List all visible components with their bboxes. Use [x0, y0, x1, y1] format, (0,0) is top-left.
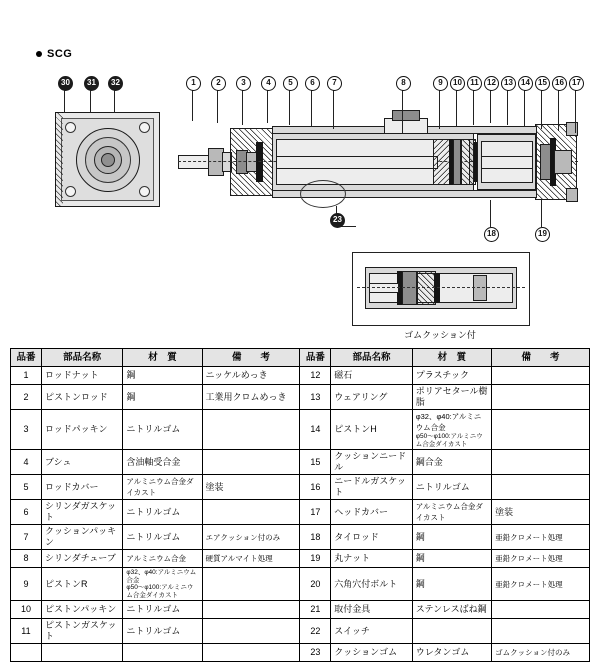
th-no-right: 品番	[300, 349, 331, 367]
callout-7: 7	[327, 76, 342, 91]
cell-remark: ニッケルめっき	[202, 367, 300, 385]
bolt-hole	[139, 122, 150, 133]
cell-no: 11	[11, 619, 42, 644]
rod-inside	[276, 156, 438, 169]
cell-name: ピストンロッド	[41, 385, 122, 410]
cell-remark	[202, 601, 300, 619]
callout-18: 18	[484, 227, 499, 242]
parts-table	[10, 348, 590, 662]
callout-32: 32	[108, 76, 123, 91]
th-remark-left: 備 考	[202, 349, 300, 367]
cell-remark	[492, 410, 590, 450]
bolt-hole	[65, 122, 76, 133]
callout-19: 19	[535, 227, 550, 242]
leader-line	[90, 89, 91, 113]
round-nut	[566, 188, 578, 202]
cell-name: シリンダチューブ	[41, 550, 122, 568]
cell-name: ブシュ	[41, 450, 122, 475]
table-row	[11, 601, 590, 619]
cell-no: 23	[300, 644, 331, 662]
callout-9: 9	[433, 76, 448, 91]
bolt-hole	[65, 186, 76, 197]
cell-remark: 塗装	[202, 475, 300, 500]
leader-line	[64, 89, 65, 113]
callout-23: 23	[330, 213, 345, 228]
table-row	[11, 500, 590, 525]
cell-material: ウレタンゴム	[412, 644, 491, 662]
callout-13: 13	[501, 76, 516, 91]
cell-no: 19	[300, 550, 331, 568]
callout-5: 5	[283, 76, 298, 91]
cell-material: 鋼合金	[412, 450, 491, 475]
bullet-icon	[36, 51, 42, 57]
callout-3: 3	[236, 76, 251, 91]
callout-1: 1	[186, 76, 201, 91]
cell-remark	[492, 601, 590, 619]
table-row	[11, 644, 590, 662]
table-row	[11, 475, 590, 500]
cell-no: 1	[11, 367, 42, 385]
cell-material: ニトリルゴム	[123, 601, 202, 619]
cell-material	[123, 644, 202, 662]
cell-name: ロッドカバー	[41, 475, 122, 500]
section-hatch	[55, 112, 63, 207]
cell-material: 含油軸受合金	[123, 450, 202, 475]
cell-no: 20	[300, 568, 331, 601]
cell-remark	[492, 619, 590, 644]
cell-remark	[202, 450, 300, 475]
table-row	[11, 619, 590, 644]
callout-15: 15	[535, 76, 550, 91]
cell-no: 12	[300, 367, 331, 385]
rod-hole	[101, 153, 115, 167]
table-row	[11, 410, 590, 450]
cell-material	[412, 619, 491, 644]
cell-name: ピストンガスケット	[41, 619, 122, 644]
cell-name: クッションニードル	[331, 450, 412, 475]
cell-name: ピストンH	[331, 410, 412, 450]
cell-name: スイッチ	[331, 619, 412, 644]
cell-name: クッションパッキン	[41, 525, 122, 550]
callout-11: 11	[467, 76, 482, 91]
cell-material: ニトリルゴム	[123, 410, 202, 450]
cell-material: アルミニウム合金ダイカスト	[412, 500, 491, 525]
callout-14: 14	[518, 76, 533, 91]
cushion-needle	[554, 150, 572, 174]
model-name: SCG	[47, 48, 73, 60]
cell-material	[123, 568, 202, 601]
table-row	[11, 568, 590, 601]
detail-circle	[300, 180, 346, 208]
cell-remark	[202, 410, 300, 450]
th-no-left: 品番	[11, 349, 42, 367]
cylinder-gasket	[256, 142, 263, 182]
cell-no: 4	[11, 450, 42, 475]
cell-remark	[492, 475, 590, 500]
cell-remark	[202, 500, 300, 525]
cell-name: 磁石	[331, 367, 412, 385]
callout-30: 30	[58, 76, 73, 91]
cell-remark	[202, 568, 300, 601]
cell-material: アルミニウム合金	[123, 550, 202, 568]
cell-no: 5	[11, 475, 42, 500]
cell-material: 鋼	[412, 568, 491, 601]
cell-remark	[492, 385, 590, 410]
cell-material: 鋼	[412, 550, 491, 568]
th-name-left: 部品名称	[41, 349, 122, 367]
cell-no: 2	[11, 385, 42, 410]
material-line-2: φ50～φ100:アルミニウム合金ダイカスト	[126, 584, 194, 599]
cell-name: タイロッド	[331, 525, 412, 550]
cell-no: 7	[11, 525, 42, 550]
cell-name: 六角穴付ボルト	[331, 568, 412, 601]
cell-material: 鋼	[412, 525, 491, 550]
switch	[392, 110, 420, 121]
cell-remark	[492, 367, 590, 385]
cell-remark: 亜鉛クロメート処理	[492, 525, 590, 550]
cell-material: ニトリルゴム	[123, 500, 202, 525]
callout-8: 8	[396, 76, 411, 91]
cell-material: ニトリルゴム	[123, 525, 202, 550]
cell-remark: 工業用クロムめっき	[202, 385, 300, 410]
callout-12: 12	[484, 76, 499, 91]
cell-name: ニードルガスケット	[331, 475, 412, 500]
cell-no: 9	[11, 568, 42, 601]
callout-10: 10	[450, 76, 465, 91]
cell-material: ニトリルゴム	[123, 619, 202, 644]
cell-remark	[202, 619, 300, 644]
round-nut	[566, 122, 578, 136]
cell-material: ニトリルゴム	[412, 475, 491, 500]
th-material-left: 材 質	[123, 349, 202, 367]
cell-no: 14	[300, 410, 331, 450]
cell-material	[412, 410, 491, 450]
cell-name: ロッドナット	[41, 367, 122, 385]
cell-no: 6	[11, 500, 42, 525]
callout-6: 6	[305, 76, 320, 91]
cell-no: 3	[11, 410, 42, 450]
table-row	[11, 385, 590, 410]
table-row	[11, 550, 590, 568]
th-material-right: 材 質	[412, 349, 491, 367]
callout-16: 16	[552, 76, 567, 91]
cell-name: ヘッドカバー	[331, 500, 412, 525]
cell-no: 17	[300, 500, 331, 525]
cell-name: ウェアリング	[331, 385, 412, 410]
table-row	[11, 525, 590, 550]
callout-2: 2	[211, 76, 226, 91]
callout-4: 4	[261, 76, 276, 91]
model-heading	[36, 48, 72, 60]
cell-no: 8	[11, 550, 42, 568]
cell-no: 16	[300, 475, 331, 500]
cell-no: 15	[300, 450, 331, 475]
cell-remark: 亜鉛クロメート処理	[492, 550, 590, 568]
cell-no: 18	[300, 525, 331, 550]
sectional-view	[178, 98, 578, 223]
th-remark-right: 備 考	[492, 349, 590, 367]
cell-name: 取付金具	[331, 601, 412, 619]
cell-remark: エアクッション付のみ	[202, 525, 300, 550]
detail-view	[352, 252, 530, 326]
cell-remark: 亜鉛クロメート処理	[492, 568, 590, 601]
cell-material: アルミニウム合金ダイカスト	[123, 475, 202, 500]
cell-remark	[492, 450, 590, 475]
cell-name: クッションゴム	[331, 644, 412, 662]
cell-no: 21	[300, 601, 331, 619]
material-line-2: φ50～φ100:アルミニウム合金ダイカスト	[415, 433, 483, 448]
cell-no	[11, 644, 42, 662]
cell-remark: 塗装	[492, 500, 590, 525]
cell-name: 丸ナット	[331, 550, 412, 568]
callout-17: 17	[569, 76, 584, 91]
cell-remark: ゴムクッション付のみ	[492, 644, 590, 662]
cell-no: 22	[300, 619, 331, 644]
table-header-row	[11, 349, 590, 367]
cell-material: ポリアセタール樹脂	[412, 385, 491, 410]
th-name-right: 部品名称	[331, 349, 412, 367]
detail-caption: ゴムクッション付	[404, 330, 476, 340]
callout-31: 31	[84, 76, 99, 91]
cell-material: 鋼	[123, 367, 202, 385]
cell-name: シリンダガスケット	[41, 500, 122, 525]
cell-remark: 硬質アルマイト処理	[202, 550, 300, 568]
front-view	[55, 112, 160, 207]
table-row	[11, 367, 590, 385]
cell-no: 13	[300, 385, 331, 410]
cell-material: プラスチック	[412, 367, 491, 385]
table-row	[11, 450, 590, 475]
cell-name	[41, 644, 122, 662]
assembly-drawing	[0, 60, 600, 345]
material-line-1: φ32、φ40:アルミニウム合金	[415, 412, 482, 432]
cell-name: ロッドパッキン	[41, 410, 122, 450]
cell-name: ピストンパッキン	[41, 601, 122, 619]
bolt-hole	[139, 186, 150, 197]
leader-line	[114, 89, 115, 113]
cell-remark	[202, 644, 300, 662]
cell-name: ピストンR	[41, 568, 122, 601]
cell-no: 10	[11, 601, 42, 619]
cell-material: ステンレスばね鋼	[412, 601, 491, 619]
cell-material: 鋼	[123, 385, 202, 410]
material-line-1: φ32、φ40:アルミニウム合金	[126, 569, 197, 584]
cushion-needle-shaft	[481, 156, 533, 169]
